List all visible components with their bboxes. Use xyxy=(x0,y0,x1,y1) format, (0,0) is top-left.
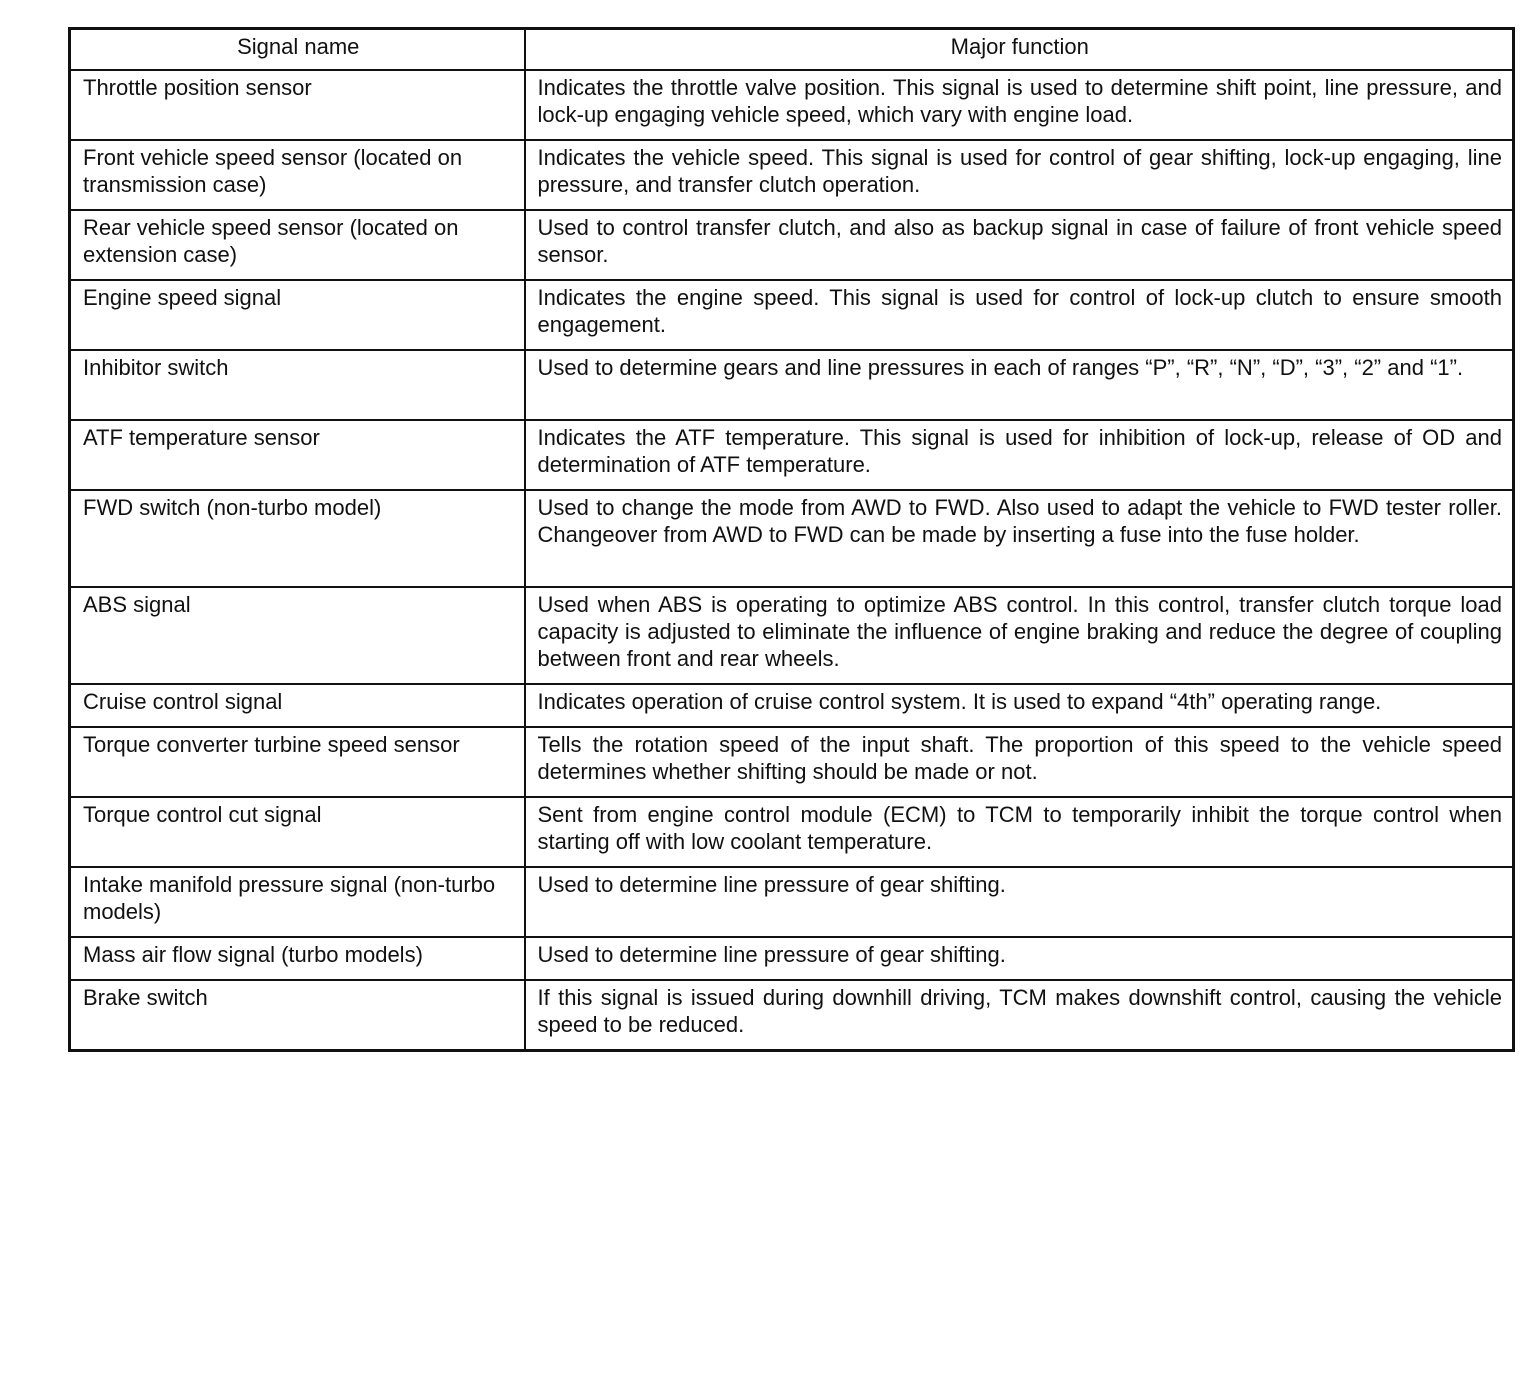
signal-name-cell: ATF temperature sensor xyxy=(70,420,525,490)
major-function-cell: Indicates the throttle valve position. This signal is used to determine shift point, line pressure, and lock-up engaging vehicle speed, which vary with engine load. xyxy=(525,70,1514,140)
major-function-cell: Indicates the vehicle speed. This signal is used for control of gear shifting, lock-up engaging, line pressure, and transfer clutch operation. xyxy=(525,140,1514,210)
table-row xyxy=(70,937,1514,980)
table-row xyxy=(70,140,1514,210)
signal-name-cell: Brake switch xyxy=(70,980,525,1051)
signal-name-cell: Torque control cut signal xyxy=(70,797,525,867)
major-function-cell: Indicates the ATF temperature. This signal is used for inhibition of lock-up, release of OD and determination of ATF temperature. xyxy=(525,420,1514,490)
signal-name-cell: Throttle position sensor xyxy=(70,70,525,140)
table-row xyxy=(70,587,1514,684)
signal-name-cell: Front vehicle speed sensor (located on transmission case) xyxy=(70,140,525,210)
major-function-cell: Used when ABS is operating to optimize ABS control. In this control, transfer clutch torque load capacity is adjusted to eliminate the influence of engine braking and reduce the degree of coupling between front and rear wheels. xyxy=(525,587,1514,684)
major-function-cell: Used to change the mode from AWD to FWD. Also used to adapt the vehicle to FWD tester roller. Changeover from AWD to FWD can be made by inserting a fuse into the fuse holder. xyxy=(525,490,1514,587)
signal-name-cell: FWD switch (non-turbo model) xyxy=(70,490,525,587)
table-row xyxy=(70,280,1514,350)
table-header-row xyxy=(70,29,1514,71)
major-function-cell: Used to control transfer clutch, and also as backup signal in case of failure of front vehicle speed sensor. xyxy=(525,210,1514,280)
major-function-cell: Used to determine line pressure of gear shifting. xyxy=(525,867,1514,937)
signal-name-cell: Cruise control signal xyxy=(70,684,525,727)
signal-name-cell: Mass air flow signal (turbo models) xyxy=(70,937,525,980)
signal-name-cell: Intake manifold pressure signal (non-turbo models) xyxy=(70,867,525,937)
header-major-function: Major function xyxy=(525,29,1514,71)
table-row xyxy=(70,420,1514,490)
signal-name-cell: Rear vehicle speed sensor (located on extension case) xyxy=(70,210,525,280)
table-row xyxy=(70,684,1514,727)
signal-name-cell: Torque converter turbine speed sensor xyxy=(70,727,525,797)
table-row xyxy=(70,867,1514,937)
major-function-cell: Indicates operation of cruise control system. It is used to expand “4th” operating range. xyxy=(525,684,1514,727)
signal-name-cell: Engine speed signal xyxy=(70,280,525,350)
table-row xyxy=(70,350,1514,420)
table-row xyxy=(70,490,1514,587)
table-row xyxy=(70,70,1514,140)
major-function-cell: Tells the rotation speed of the input shaft. The proportion of this speed to the vehicle speed determines whether shifting should be made or not. xyxy=(525,727,1514,797)
major-function-cell: Used to determine line pressure of gear shifting. xyxy=(525,937,1514,980)
major-function-cell: Indicates the engine speed. This signal is used for control of lock-up clutch to ensure smooth engagement. xyxy=(525,280,1514,350)
major-function-cell: If this signal is issued during downhill driving, TCM makes downshift control, causing the vehicle speed to be reduced. xyxy=(525,980,1514,1051)
table-row xyxy=(70,727,1514,797)
signal-name-cell: Inhibitor switch xyxy=(70,350,525,420)
major-function-cell: Sent from engine control module (ECM) to TCM to temporarily inhibit the torque control when starting off with low coolant temperature. xyxy=(525,797,1514,867)
table-row xyxy=(70,210,1514,280)
signal-name-cell: ABS signal xyxy=(70,587,525,684)
signal-function-table xyxy=(68,27,1515,1052)
table-row xyxy=(70,980,1514,1051)
table-row xyxy=(70,797,1514,867)
major-function-cell: Used to determine gears and line pressures in each of ranges “P”, “R”, “N”, “D”, “3”, “2” and “1”. xyxy=(525,350,1514,420)
header-signal-name: Signal name xyxy=(70,29,525,71)
